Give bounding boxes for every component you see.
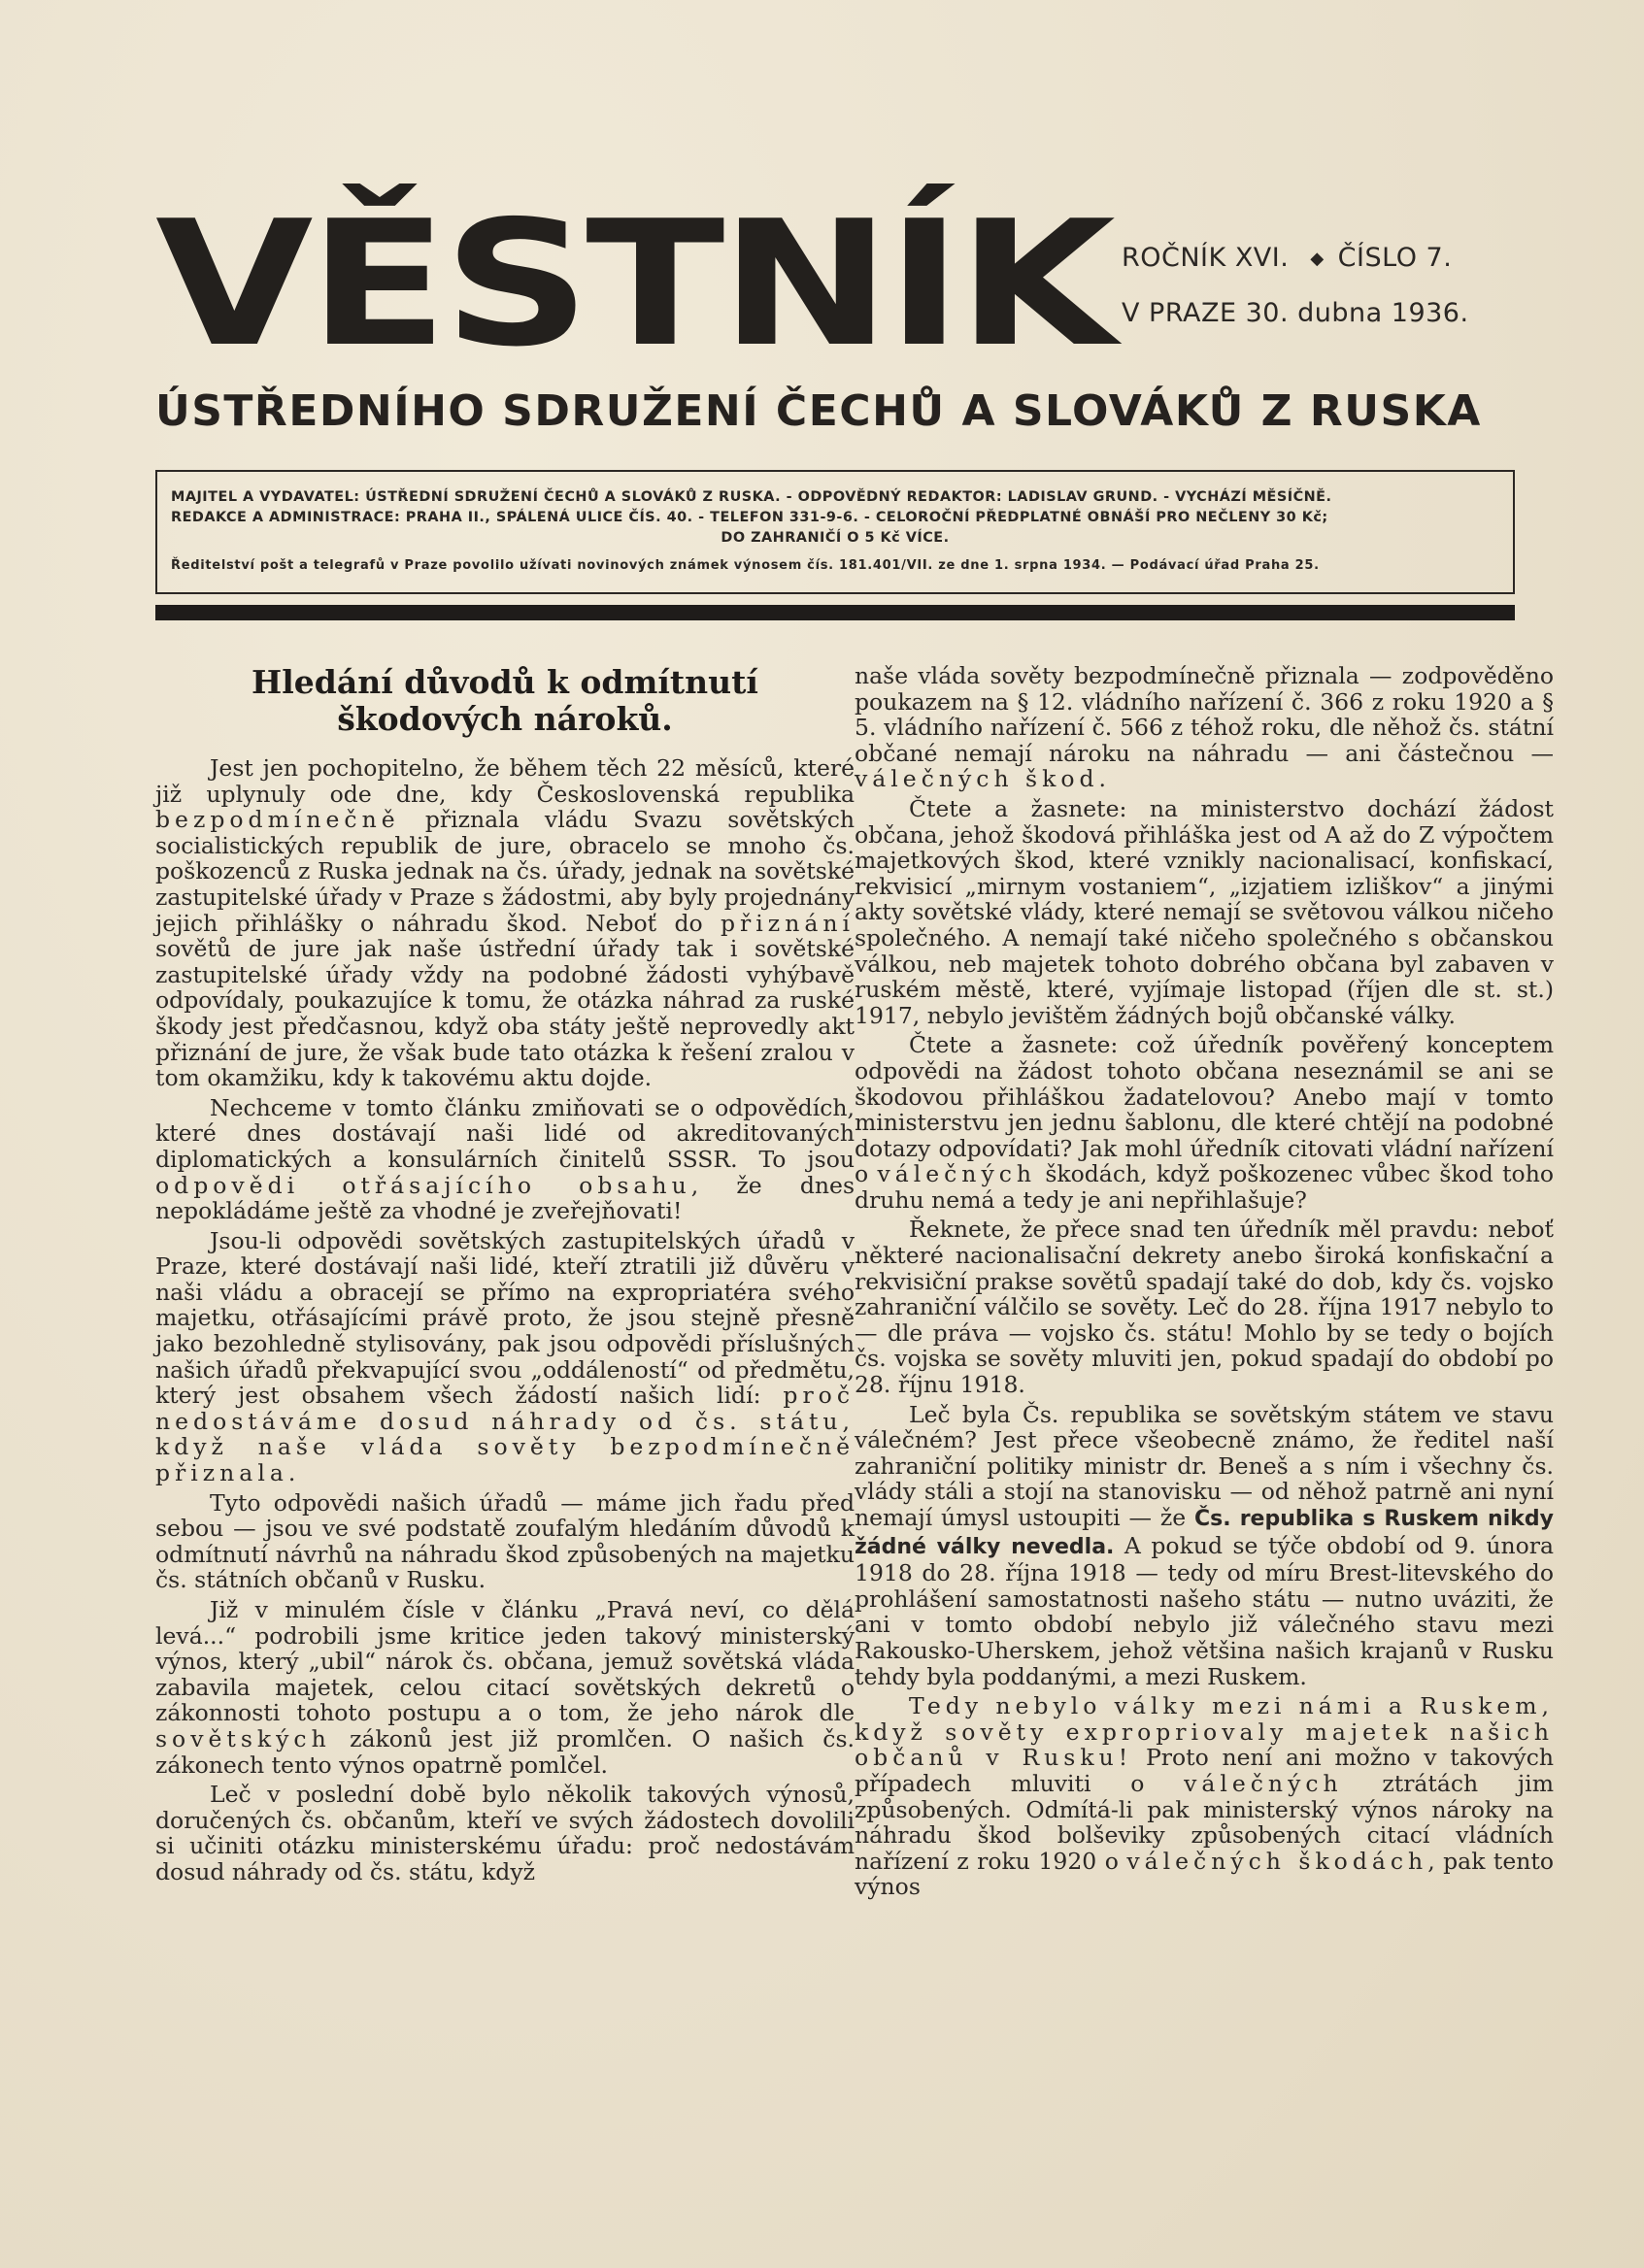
article-paragraph: Leč byla Čs. republika se sovětským státem ve stavu válečném? Jest přece všeobecně známo, že ředitel naší zahraniční politiky ministr dr. Beneš a s ním i všechny čs. vlády stáli a stojí na stanovisku — od něhož patrně ani nyní nemají úmysl ustoupiti — že Čs. republika s Ruskem nikdy žádné války nevedla. A pokud se týče období od 9. února 1918 do 28. října 1918 — tedy od míru Brest-litevského do prohlášení samostatnosti našeho státu — nutno uváziti, že ani v tomto období nebylo již válečného stavu mezi Rakousko-Uherskem, jehož většina našich krajanů v Rusku tehdy byla poddanými, a mezi Ruskem. bbox=[855, 1400, 1554, 1690]
masthead-divider bbox=[155, 605, 1515, 620]
publisher-info-box bbox=[155, 470, 1515, 594]
issue-label: ČÍSLO 7. bbox=[1337, 243, 1453, 273]
article-paragraph: Jest jen pochopitelno, že během těch 22 měsíců, které již uplynuly ode dne, kdy Československá republika bezpodmínečně přiznala vládu Svazu sovětských socialistických republik de jure, obracelo se mnoho čs. poškozenců z Ruska jednak na čs. úřady, jednak na sovětské zastupitelské úřady v Praze s žádostmi, aby byly projednány jejich přihlášky o náhradu škod. Neboť do přiznání sovětů de jure jak naše ústřední úřady tak i sovětské zastupitelské úřady vždy na podobné žádosti vyhýbavě odpovídaly, poukazujíce k tomu, že otázka náhrad za ruské škody jest předčasnou, když oba státy ještě neprovedly akt přiznání de jure, že však bude tato otázka k řešení zralou v tom okamžiku, kdy k takovému aktu dojde. bbox=[155, 754, 855, 1092]
masthead-title: VĚSTNÍK bbox=[155, 183, 1112, 384]
article-paragraph: Leč v poslední době bylo několik takových výnosů, doručených čs. občanům, kteří ve svých žádostech dovolili si učiniti otázku ministerskému úřadu: proč nedostávám dosud náhrady od čs. státu, když bbox=[155, 1781, 855, 1885]
diamond-icon: ◆ bbox=[1310, 248, 1325, 269]
foreign-price-line: DO ZAHRANIČÍ O 5 Kč VÍCE. bbox=[721, 530, 950, 546]
article-paragraph: Řeknete, že přece snad ten úředník měl pravdu: neboť některé nacionalisační dekrety anebo široká konfiskační a rekvisiční prakse sovětů spadají také do dob, kdy čs. vojsko zahraniční válčilo se sověty. Leč do 28. října 1917 nebylo to — dle práva — vojsko čs. státu! Mohlo by se tedy o bojích čs. vojska se sověty mluviti jen, pokud spadají do období po 28. říjnu 1918. bbox=[855, 1216, 1554, 1399]
article-paragraph: Tyto odpovědi našich úřadů — máme jich řadu před sebou — jsou ve své podstatě zoufalým hledáním důvodů k odmítnutí návrhů na náhradu škod způsobených na majetku čs. státních občanů v Rusku. bbox=[155, 1488, 855, 1594]
article-title: Hledání důvodů k odmítnutí škodových nároků. bbox=[252, 663, 758, 738]
editorial-address-line: REDAKCE A ADMINISTRACE: PRAHA II., SPÁLENÁ ULICE ČÍS. 40. - TELEFON 331-9-6. - CELOROČNÍ PŘEDPLATNÉ OBNÁŠÍ PRO NEČLENY 30 Kč; bbox=[171, 510, 1328, 525]
issue-date: V PRAZE 30. dubna 1936. bbox=[1122, 297, 1469, 328]
article-paragraph: Nechceme v tomto článku zmiňovati se o odpovědích, které dnes dostávají naši lidé od akreditovaných diplomatických a konsulárních činitelů SSSR. To jsou odpovědi otřásajícího obsahu, že dnes nepokládáme ještě za vhodné je zveřejňovati! bbox=[155, 1093, 855, 1225]
volume-label: ROČNÍK XVI. bbox=[1122, 243, 1290, 273]
article-paragraph: Čtete a žasnete: což úředník pověřený konceptem odpovědi na žádost tohoto občana neseznámil se ani se škodovou přihláškou žadatelovou? Anebo mají v tomto ministerstvu jen jednu šablonu, dle které chtějí na podobné dotazy odpovídati? Jak mohl úředník citovati vládní nařízení o válečných škodách, když poškozenec vůbec škod toho druhu nemá a tedy je ani nepřihlašuje? bbox=[855, 1031, 1554, 1214]
masthead-subtitle: ÚSTŘEDNÍHO SDRUŽENÍ ČECHŮ A SLOVÁKŮ Z RUSKA bbox=[155, 386, 1482, 436]
article-paragraph: Jsou-li odpovědi sovětských zastupitelských úřadů v Praze, které dostávají naši lidé, kteří ztratili již důvěru v naši vládu a obracejí se přímo na expropriatéra svého majetku, otřásajícími právě proto, že jsou stejně přesně jako bezohledně stylisovány, pak jsou odpovědi příslušných našich úřadů překvapující svou „oddáleností“ od předmětu, který jest obsahem všech žádostí našich lidí: proč nedostáváme dosud náhrady od čs. státu, když naše vláda sověty bezpodmínečně přiznala. bbox=[155, 1226, 855, 1487]
article-paragraph: naše vláda sověty bezpodmínečně přiznala — zodpověděno poukazem na § 12. vládního nařízení č. 366 z roku 1920 a § 5. vládního nařízení č. 566 z téhož roku, dle něhož čs. státní občané nemají nároku na náhradu — ani částečnou — válečných škod. bbox=[855, 662, 1554, 793]
article-column-left bbox=[155, 660, 855, 1885]
article-paragraph: Již v minulém čísle v článku „Pravá neví, co dělá levá...“ podrobili jsme kritice jeden takový ministerský výnos, který „ubil“ nárok čs. občana, jemuž sovětská vláda zabavila majetek, celou citací sovětských dekretů o zákonnosti tohoto postupu a o tom, že jeho nárok dle sovětských zákonů jest již promlčen. O našich čs. zákonech tento výnos opatrně pomlčel. bbox=[155, 1596, 855, 1779]
masthead-meta bbox=[1122, 231, 1549, 341]
article-column-right bbox=[855, 663, 1554, 1900]
postal-permit-line: Ředitelství pošt a telegrafů v Praze povolilo užívati novinových známek výnosem čís. 181.401/VII. ze dne 1. srpna 1934. — Podávací úřad Praha 25. bbox=[171, 558, 1320, 573]
publisher-line: MAJITEL A VYDAVATEL: ÚSTŘEDNÍ SDRUŽENÍ ČECHŮ A SLOVÁKŮ Z RUSKA. - ODPOVĚDNÝ REDAKTOR: LADISLAV GRUND. - VYCHÁZÍ MĚSÍČNĚ. bbox=[171, 489, 1332, 505]
article-paragraph: Čtete a žasnete: na ministerstvo dochází žádost občana, jehož škodová přihláška jest od A až do Z výpočtem majetkových škod, které vznikly nacionalisací, konfiskací, rekvisicí „mirnym vostaniem“, „izjatiem izliškov“ a jinými akty sovětské vlády, které nemají se světovou válkou ničeho společného. A nemají také ničeho společného s občanskou válkou, neb majetek tohoto dobrého občana byl zabaven v ruském městě, které, vyjímaje listopad (říjen dle st. st.) 1917, nebylo jevištěm žádných bojů občanské války. bbox=[855, 794, 1554, 1029]
article-paragraph: Tedy nebylo války mezi námi a Ruskem, když sověty expropriovaly majetek našich občanů v Rusku! Proto není ani možno v takových případech mluviti o válečných ztrátách jim způsobených. Odmítá-li pak ministerský výnos nároky na náhradu škod bolševiky způsobených citací vládních nařízení z roku 1920 o válečných škodách, pak tento výnos bbox=[855, 1692, 1554, 1901]
